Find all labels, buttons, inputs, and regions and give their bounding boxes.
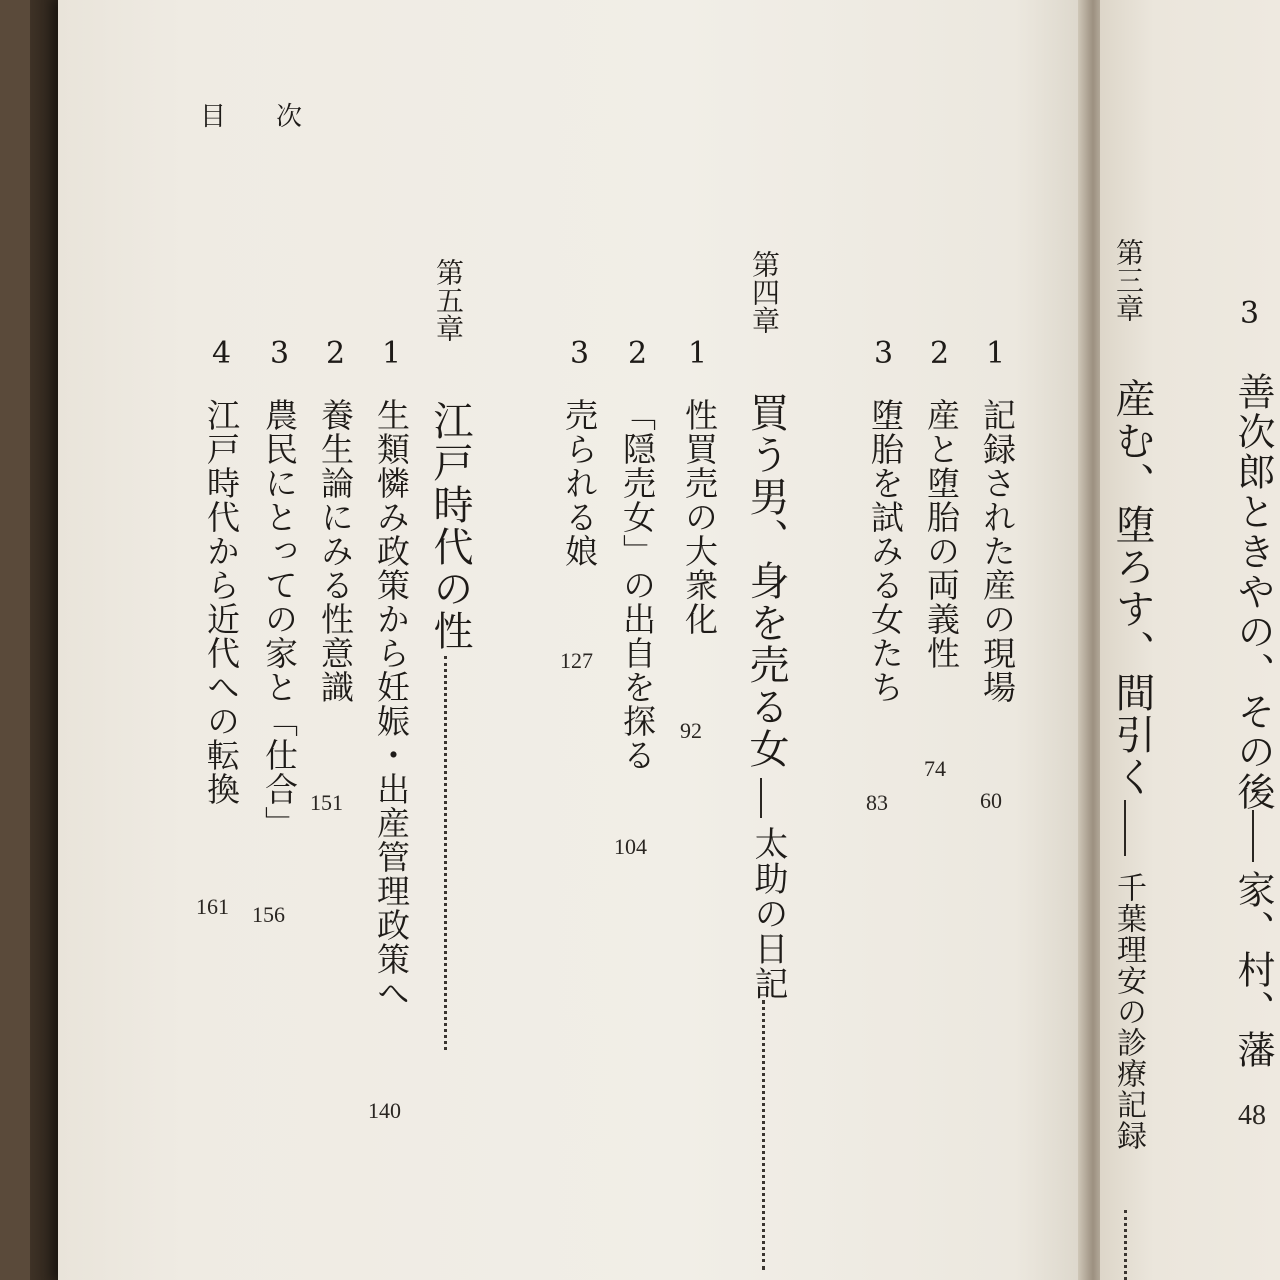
chapter4-title: 買う男、身を売る女: [743, 392, 789, 770]
ch5-sec4-page: 161: [196, 894, 229, 919]
ch4-sec2-num: 2: [620, 336, 655, 371]
ch3-sec3-title: 堕胎を試みる女たち: [866, 398, 905, 704]
ch4-sec2-page: 104: [614, 834, 647, 859]
ch4-sec3-page: 127: [560, 648, 593, 673]
chapter4-subtitle: 太助の日記: [748, 826, 788, 1001]
ch5-sec1-title: 生類憐み政策から妊娠・出産管理政策へ: [372, 398, 411, 1010]
right-section-page: 48: [1238, 1100, 1266, 1131]
ch4-sec1-page: 92: [680, 718, 702, 743]
ch4-sec1-title: 性買売の大衆化: [680, 398, 719, 636]
chapter4-leader-dots: [762, 1000, 765, 1270]
chapter3-title: 産む、堕ろす、間引く: [1109, 378, 1155, 798]
chapter3-subtitle: 千葉理安の診療記録: [1111, 872, 1146, 1151]
chapter4-dash: [760, 778, 762, 818]
ch3-sec1-title: 記録された産の現場: [978, 398, 1017, 704]
ch3-sec3-num: 3: [866, 336, 901, 371]
chapter5-title: 江戸時代の性: [427, 400, 473, 652]
toc-title: 目 次: [200, 102, 315, 132]
ch3-sec2-page: 74: [924, 756, 946, 781]
chapter3-leader-dots: [1124, 1210, 1127, 1280]
chapter4-label: 第四章: [748, 250, 781, 334]
ch3-sec3-page: 83: [866, 790, 888, 815]
ch4-sec1-num: 1: [680, 336, 715, 371]
ch5-sec4-num: 4: [204, 336, 239, 371]
ch4-sec3-title: 売られる娘: [560, 398, 599, 568]
ch5-sec2-num: 2: [318, 336, 353, 371]
ch5-sec4-title: 江戸時代から近代への転換: [202, 398, 241, 806]
ch5-sec3-num: 3: [262, 336, 297, 371]
chapter5-leader-dots: [444, 656, 447, 1050]
ch3-sec2-title: 産と堕胎の両義性: [922, 398, 961, 670]
chapter5-label: 第五章: [432, 258, 465, 342]
ch3-sec2-num: 2: [922, 336, 957, 371]
chapter3-label: 第三章: [1112, 238, 1145, 322]
ch4-sec3-num: 3: [562, 336, 597, 371]
ch5-sec3-title: 農民にとっての家と「仕合」: [260, 398, 299, 840]
ch3-sec1-num: 1: [978, 336, 1013, 371]
ch4-sec2-title: 「隠売女」の出自を探る: [618, 398, 657, 772]
right-section-dash: [1252, 810, 1254, 862]
chapter3-dash: [1124, 800, 1126, 856]
right-section-subtitle: 家、村、藩: [1231, 870, 1275, 1070]
right-section-title: 善次郎ときやの、その後: [1231, 372, 1275, 812]
ch5-sec1-num: 1: [374, 336, 409, 371]
ch5-sec2-title: 養生論にみる性意識: [316, 398, 355, 704]
ch5-sec2-page: 151: [310, 790, 343, 815]
right-section-num: 3: [1232, 296, 1267, 331]
book-edge: [30, 0, 58, 1280]
ch3-sec1-page: 60: [980, 788, 1002, 813]
ch5-sec3-page: 156: [252, 902, 285, 927]
chapter5-page: 140: [368, 1098, 401, 1123]
